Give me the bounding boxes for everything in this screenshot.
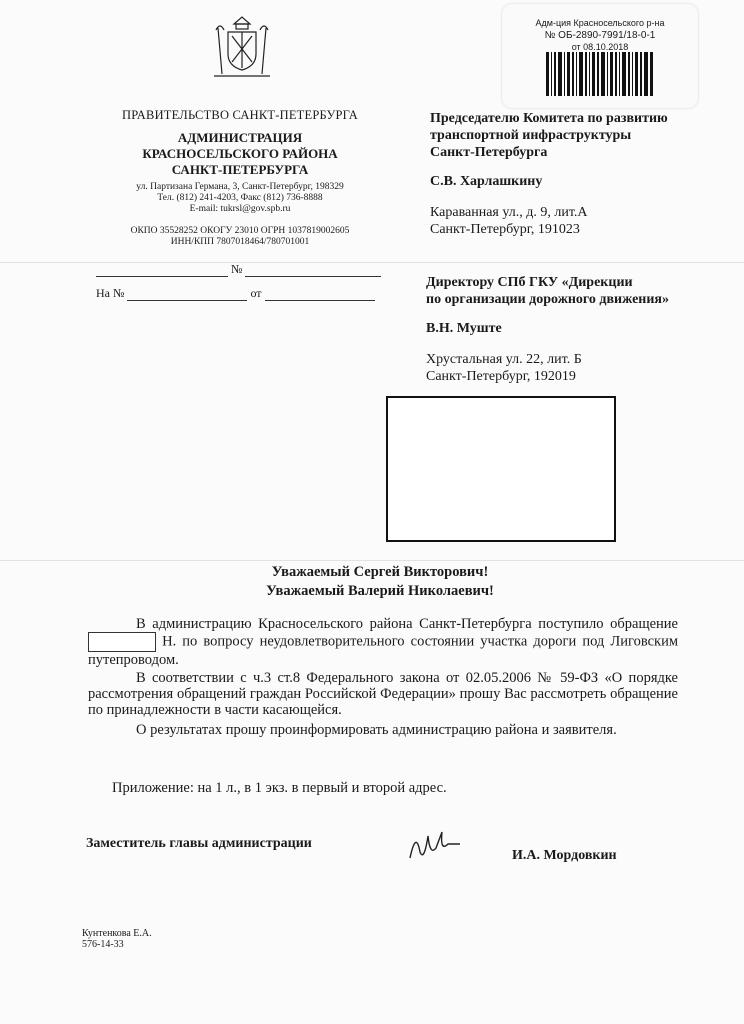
fold-line bbox=[0, 560, 744, 561]
body-paragraph-2: В соответствии с ч.3 ст.8 Федерального закона от 02.05.2006 № 59-ФЗ «О порядке рассмотрения обращений граждан Российской Федерации» прошу Вас рассмотреть обращение по принадлежности в части касающейся. bbox=[88, 670, 678, 718]
codes-line: ИНН/КПП 7807018464/780701001 bbox=[170, 237, 310, 247]
government-title: ПРАВИТЕЛЬСТВО САНКТ-ПЕТЕРБУРГА bbox=[122, 108, 358, 122]
body-paragraph-3: О результатах прошу проинформировать администрацию района и заявителя. bbox=[136, 722, 617, 738]
recipient-name: С.В. Харлашкину bbox=[430, 174, 543, 189]
recipient-title-line: Директору СПб ГКУ «Дирекции bbox=[426, 275, 633, 290]
paragraph-text: Н. по вопросу неудовлетворительного состоянии участка дороги под Лиговским путепроводом. bbox=[88, 633, 679, 668]
recipient-1 bbox=[430, 110, 710, 238]
paragraph-text: В администрацию Красносельского района Санкт-Петербурга поступило обращение bbox=[136, 616, 678, 632]
executor-phone: 576-14-33 bbox=[82, 939, 124, 950]
recipient-2 bbox=[426, 274, 716, 385]
email-line: E-mail: tukrsl@gov.spb.ru bbox=[189, 204, 291, 214]
body-paragraph-1 bbox=[88, 616, 678, 668]
number-sign: № bbox=[231, 262, 243, 276]
signatory-position: Заместитель главы администрации bbox=[86, 836, 312, 851]
reply-number-line bbox=[96, 286, 375, 301]
reply-from: от bbox=[250, 286, 262, 300]
registration-codes bbox=[110, 226, 370, 248]
redacted-area bbox=[386, 396, 616, 542]
executor-name: Кунтенкова Е.А. bbox=[82, 928, 152, 939]
recipient-address: Санкт-Петербург, 191023 bbox=[430, 222, 580, 237]
registration-barcode-sticker bbox=[502, 4, 698, 108]
admin-line: АДМИНИСТРАЦИЯ bbox=[177, 130, 303, 145]
barcode-reg-date: от 08.10.2018 bbox=[571, 42, 629, 52]
coat-of-arms-icon bbox=[212, 14, 272, 80]
recipient-title-line: Санкт-Петербурга bbox=[430, 145, 548, 160]
address-line: ул. Партизана Германа, 3, Санкт-Петербург, 198329 bbox=[136, 182, 344, 192]
handwritten-signature bbox=[402, 822, 466, 866]
recipient-title-line: транспортной инфраструктуры bbox=[430, 128, 632, 143]
contact-block bbox=[110, 182, 370, 215]
recipient-title-line: по организации дорожного движения» bbox=[426, 292, 670, 307]
recipient-name: В.Н. Муште bbox=[426, 321, 502, 336]
outgoing-number-line bbox=[96, 262, 381, 277]
recipient-title-line: Председателю Комитета по развитию bbox=[430, 111, 668, 126]
barcode-icon bbox=[546, 52, 654, 96]
barcode-org-label: Адм-ция Красносельского р-на bbox=[535, 18, 665, 28]
admin-line: САНКТ-ПЕТЕРБУРГА bbox=[171, 162, 309, 177]
codes-line: ОКПО 35528252 ОКОГУ 23010 ОГРН 1037819002605 bbox=[130, 226, 350, 236]
signatory-name: И.А. Мордовкин bbox=[512, 848, 617, 863]
recipient-address: Санкт-Петербург, 192019 bbox=[426, 369, 576, 384]
recipient-address: Хрустальная ул. 22, лит. Б bbox=[426, 352, 582, 367]
phone-line: Тел. (812) 241-4203, Факс (812) 736-8888 bbox=[157, 193, 323, 203]
greeting-line: Уважаемый Сергей Викторович! bbox=[271, 564, 489, 580]
barcode-reg-number: № ОБ-2890-7991/18-0-1 bbox=[544, 30, 656, 41]
executor-block bbox=[82, 928, 152, 950]
recipient-address: Караванная ул., д. 9, лит.А bbox=[430, 205, 588, 220]
attachment-line: Приложение: на 1 л., в 1 экз. в первый и второй адрес. bbox=[112, 780, 447, 796]
greeting-line: Уважаемый Валерий Николаевич! bbox=[266, 583, 494, 599]
reply-prefix: На № bbox=[96, 286, 125, 300]
admin-line: КРАСНОСЕЛЬСКОГО РАЙОНА bbox=[142, 146, 338, 161]
administration-name bbox=[110, 130, 370, 178]
redacted-name bbox=[88, 632, 156, 652]
